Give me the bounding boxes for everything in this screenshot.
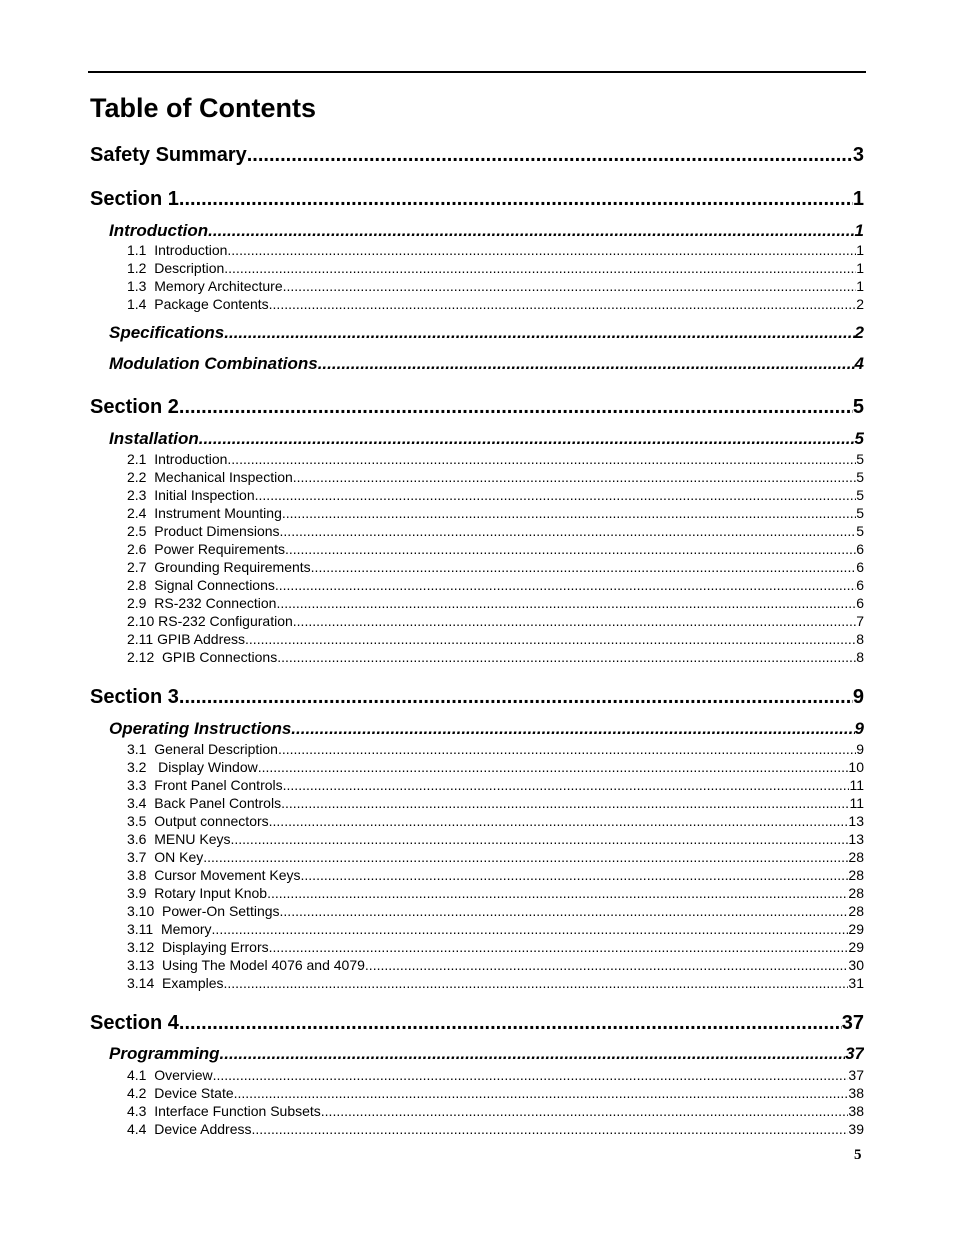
- toc-item-entry[interactable]: [127, 558, 864, 576]
- toc-entry-title: 3.3 Front Panel Controls: [127, 777, 283, 793]
- toc-dot-leader: [278, 740, 856, 758]
- toc-entry-title: 1.1 Introduction: [127, 242, 228, 258]
- toc-dot-leader: [247, 142, 853, 168]
- toc-entry-page: 3: [852, 144, 864, 166]
- toc-item-entry[interactable]: [127, 576, 864, 594]
- toc-dot-leader: [227, 450, 856, 468]
- page-number: 5: [854, 1147, 862, 1163]
- toc-dot-leader: [365, 956, 849, 974]
- page-title: Table of Contents: [90, 93, 316, 123]
- toc-entry-title: 3.5 Output connectors: [127, 813, 269, 829]
- toc-dot-leader: [275, 576, 856, 594]
- toc-item-entry[interactable]: [127, 884, 864, 902]
- toc-entry-page: 1: [854, 221, 864, 240]
- toc-dot-leader: [252, 1120, 849, 1138]
- toc-entry-title: 1.3 Memory Architecture: [127, 278, 283, 294]
- toc-dot-leader: [212, 920, 849, 938]
- toc-entry-page: 5: [856, 505, 864, 521]
- toc-entry-page: 6: [856, 541, 864, 557]
- toc-entry-title: 3.9 Rotary Input Knob: [127, 885, 268, 901]
- toc-item-entry[interactable]: [127, 866, 864, 884]
- toc-entry-title: Installation: [109, 429, 199, 448]
- toc-dot-leader: [267, 884, 848, 902]
- toc-entry-title: 2.12 GPIB Connections: [127, 649, 278, 665]
- toc-entry-title: 4.1 Overview: [127, 1067, 213, 1083]
- toc-dot-leader: [258, 758, 849, 776]
- toc-subsection-entry[interactable]: [109, 220, 864, 242]
- toc-dot-leader: [199, 428, 855, 450]
- toc-dot-leader: [269, 938, 849, 956]
- toc-dot-leader: [224, 259, 856, 277]
- toc-dot-leader: [179, 1010, 842, 1036]
- toc-entry-page: 9: [854, 719, 864, 738]
- toc-item-entry[interactable]: [127, 974, 864, 992]
- toc-entry-title: 2.3 Initial Inspection: [127, 487, 255, 503]
- toc-dot-leader: [282, 504, 856, 522]
- toc-entry-page: 6: [856, 559, 864, 575]
- toc-entry-title: Operating Instructions: [109, 719, 292, 738]
- toc-subsection-entry[interactable]: [109, 322, 864, 344]
- toc-entry-page: 8: [856, 631, 864, 647]
- toc-entry-page: 7: [856, 613, 864, 629]
- toc-entry-page: 37: [841, 1012, 864, 1034]
- toc-item-entry[interactable]: [127, 848, 864, 866]
- toc-dot-leader: [285, 540, 856, 558]
- toc-entry-title: Section 2: [90, 396, 179, 418]
- toc-entry-page: 28: [848, 867, 864, 883]
- toc-entry-page: 13: [848, 813, 864, 829]
- toc-entry-title: 3.8 Cursor Movement Keys: [127, 867, 301, 883]
- toc-entry-title: 4.4 Device Address: [127, 1121, 252, 1137]
- toc-entry-title: 3.1 General Description: [127, 741, 278, 757]
- toc-section-entry[interactable]: [90, 186, 864, 212]
- toc-item-entry[interactable]: [127, 1084, 864, 1102]
- toc-dot-leader: [234, 1084, 849, 1102]
- toc-entry-page: 39: [848, 1121, 864, 1137]
- toc-entry-page: 5: [856, 451, 864, 467]
- toc-entry-title: 3.12 Displaying Errors: [127, 939, 269, 955]
- toc-item-entry[interactable]: [127, 1102, 864, 1120]
- toc-entry-page: 11: [849, 795, 864, 811]
- toc-entry-page: 29: [848, 939, 864, 955]
- toc-dot-leader: [281, 794, 849, 812]
- toc-entry-title: Introduction: [109, 221, 209, 240]
- toc-entry-page: 30: [848, 957, 864, 973]
- toc-item-entry[interactable]: [127, 594, 864, 612]
- toc-entry-title: Section 4: [90, 1012, 179, 1034]
- toc-dot-leader: [208, 220, 854, 242]
- toc-entry-title: 4.3 Interface Function Subsets: [127, 1103, 321, 1119]
- toc-entry-title: 3.7 ON Key: [127, 849, 204, 865]
- toc-subsection-entry[interactable]: [109, 428, 864, 450]
- toc-section-entry[interactable]: [90, 142, 864, 168]
- toc-entry-title: Section 3: [90, 686, 179, 708]
- toc-entry-page: 4: [854, 354, 864, 373]
- toc-item-entry[interactable]: [127, 956, 864, 974]
- toc-entry-title: Modulation Combinations: [109, 354, 318, 373]
- toc-entry-page: 1: [852, 188, 864, 210]
- toc-entry-title: 2.10 RS-232 Configuration: [127, 613, 293, 629]
- toc-subsection-entry[interactable]: [109, 353, 864, 375]
- toc-item-entry[interactable]: [127, 630, 864, 648]
- toc-entry-title: 3.4 Back Panel Controls: [127, 795, 282, 811]
- toc-entry-page: 13: [848, 831, 864, 847]
- toc-dot-leader: [224, 974, 849, 992]
- toc-dot-leader: [301, 866, 849, 884]
- toc-entry-page: 37: [845, 1044, 864, 1063]
- toc-dot-leader: [280, 902, 849, 920]
- toc-item-entry[interactable]: [127, 830, 864, 848]
- toc-item-entry[interactable]: [127, 794, 864, 812]
- toc-item-entry[interactable]: [127, 776, 864, 794]
- toc-item-entry[interactable]: [127, 504, 864, 522]
- toc-entry-title: 2.4 Instrument Mounting: [127, 505, 282, 521]
- toc-item-entry[interactable]: [127, 920, 864, 938]
- toc-entry-page: 2: [854, 323, 864, 342]
- toc-dot-leader: [269, 295, 857, 313]
- toc-entry-title: 3.11 Memory: [127, 921, 212, 937]
- toc-entry-title: 2.9 RS-232 Connection: [127, 595, 277, 611]
- toc-item-entry[interactable]: [127, 938, 864, 956]
- toc-entry-page: 9: [852, 686, 864, 708]
- toc-item-entry[interactable]: [127, 812, 864, 830]
- toc-dot-leader: [179, 684, 853, 710]
- toc-entry-title: 2.11 GPIB Address: [127, 631, 246, 647]
- toc-entry-page: 28: [848, 849, 864, 865]
- toc-entry-title: Programming: [109, 1044, 220, 1063]
- toc-dot-leader: [203, 848, 848, 866]
- toc-entry-title: 3.2 Display Window: [127, 759, 258, 775]
- toc-item-entry[interactable]: [127, 295, 864, 313]
- toc-dot-leader: [276, 594, 856, 612]
- toc-entry-page: 5: [856, 469, 864, 485]
- toc-item-entry[interactable]: [127, 486, 864, 504]
- toc-entry-page: 1: [856, 242, 864, 258]
- toc-entry-page: 1: [856, 260, 864, 276]
- toc-entry-page: 5: [854, 429, 864, 448]
- toc-section-entry[interactable]: [90, 394, 864, 420]
- toc-entry-title: 3.14 Examples: [127, 975, 224, 991]
- toc-dot-leader: [179, 394, 853, 420]
- toc-entry-title: 3.10 Power-On Settings: [127, 903, 280, 919]
- toc-entry-page: 2: [856, 296, 864, 312]
- toc-item-entry[interactable]: [127, 450, 864, 468]
- toc-entry-page: 5: [856, 523, 864, 539]
- toc-entry-page: 38: [848, 1085, 864, 1101]
- toc-item-entry[interactable]: [127, 902, 864, 920]
- toc-item-entry[interactable]: [127, 259, 864, 277]
- toc-entry-page: 5: [852, 396, 864, 418]
- toc-entry-title: Safety Summary: [90, 144, 247, 166]
- top-rule: [88, 71, 866, 73]
- toc-entry-page: 28: [848, 885, 864, 901]
- toc-item-entry[interactable]: [127, 612, 864, 630]
- toc-entry-page: 1: [856, 278, 864, 294]
- toc-entry-title: 2.6 Power Requirements: [127, 541, 285, 557]
- toc-dot-leader: [245, 630, 856, 648]
- toc-entry-page: 37: [848, 1067, 864, 1083]
- toc-entry-page: 11: [849, 777, 864, 793]
- toc-dot-leader: [311, 558, 857, 576]
- toc-section-entry[interactable]: [90, 684, 864, 710]
- toc-entry-title: 1.4 Package Contents: [127, 296, 269, 312]
- toc-section-entry[interactable]: [90, 1010, 864, 1036]
- toc-item-entry[interactable]: [127, 241, 864, 259]
- toc-dot-leader: [293, 612, 856, 630]
- toc-item-entry[interactable]: [127, 648, 864, 666]
- toc-subsection-entry[interactable]: [109, 1043, 864, 1065]
- toc-entry-title: 2.1 Introduction: [127, 451, 228, 467]
- toc-entry-page: 28: [848, 903, 864, 919]
- toc-dot-leader: [227, 241, 856, 259]
- toc-entry-title: 3.13 Using The Model 4076 and 4079: [127, 957, 365, 973]
- toc-dot-leader: [213, 1066, 849, 1084]
- toc-dot-leader: [179, 186, 853, 212]
- toc-dot-leader: [220, 1043, 846, 1065]
- toc-item-entry[interactable]: [127, 522, 864, 540]
- toc-entry-title: 2.7 Grounding Requirements: [127, 559, 311, 575]
- toc-entry-title: 2.2 Mechanical Inspection: [127, 469, 293, 485]
- toc-dot-leader: [318, 353, 855, 375]
- toc-entry-title: Section 1: [90, 188, 179, 210]
- toc-entry-title: 2.8 Signal Connections: [127, 577, 275, 593]
- toc-item-entry[interactable]: [127, 277, 864, 295]
- toc-entry-page: 10: [848, 759, 864, 775]
- toc-dot-leader: [255, 486, 857, 504]
- toc-dot-leader: [291, 718, 854, 740]
- toc-dot-leader: [224, 322, 854, 344]
- toc-entry-title: Specifications: [109, 323, 225, 342]
- toc-item-entry[interactable]: [127, 1066, 864, 1084]
- toc-dot-leader: [293, 468, 856, 486]
- toc-dot-leader: [321, 1102, 849, 1120]
- toc-entry-page: 31: [848, 975, 864, 991]
- toc-item-entry[interactable]: [127, 468, 864, 486]
- toc-entry-page: 8: [856, 649, 864, 665]
- toc-entry-page: 5: [856, 487, 864, 503]
- toc-entry-page: 6: [856, 577, 864, 593]
- toc-dot-leader: [269, 812, 849, 830]
- toc-item-entry[interactable]: [127, 758, 864, 776]
- toc-dot-leader: [280, 522, 857, 540]
- toc-dot-leader: [230, 830, 848, 848]
- toc-entry-page: 6: [856, 595, 864, 611]
- toc-subsection-entry[interactable]: [109, 718, 864, 740]
- toc-entry-title: 3.6 MENU Keys: [127, 831, 231, 847]
- toc-dot-leader: [283, 776, 850, 794]
- toc-dot-leader: [277, 648, 856, 666]
- toc-entry-page: 9: [856, 741, 864, 757]
- toc-entry-page: 29: [848, 921, 864, 937]
- toc-entry-title: 1.2 Description: [127, 260, 225, 276]
- toc-item-entry[interactable]: [127, 1120, 864, 1138]
- toc-item-entry[interactable]: [127, 540, 864, 558]
- toc-entry-page: 38: [848, 1103, 864, 1119]
- toc-item-entry[interactable]: [127, 740, 864, 758]
- toc-entry-title: 2.5 Product Dimensions: [127, 523, 280, 539]
- toc-entry-title: 4.2 Device State: [127, 1085, 234, 1101]
- toc-dot-leader: [283, 277, 857, 295]
